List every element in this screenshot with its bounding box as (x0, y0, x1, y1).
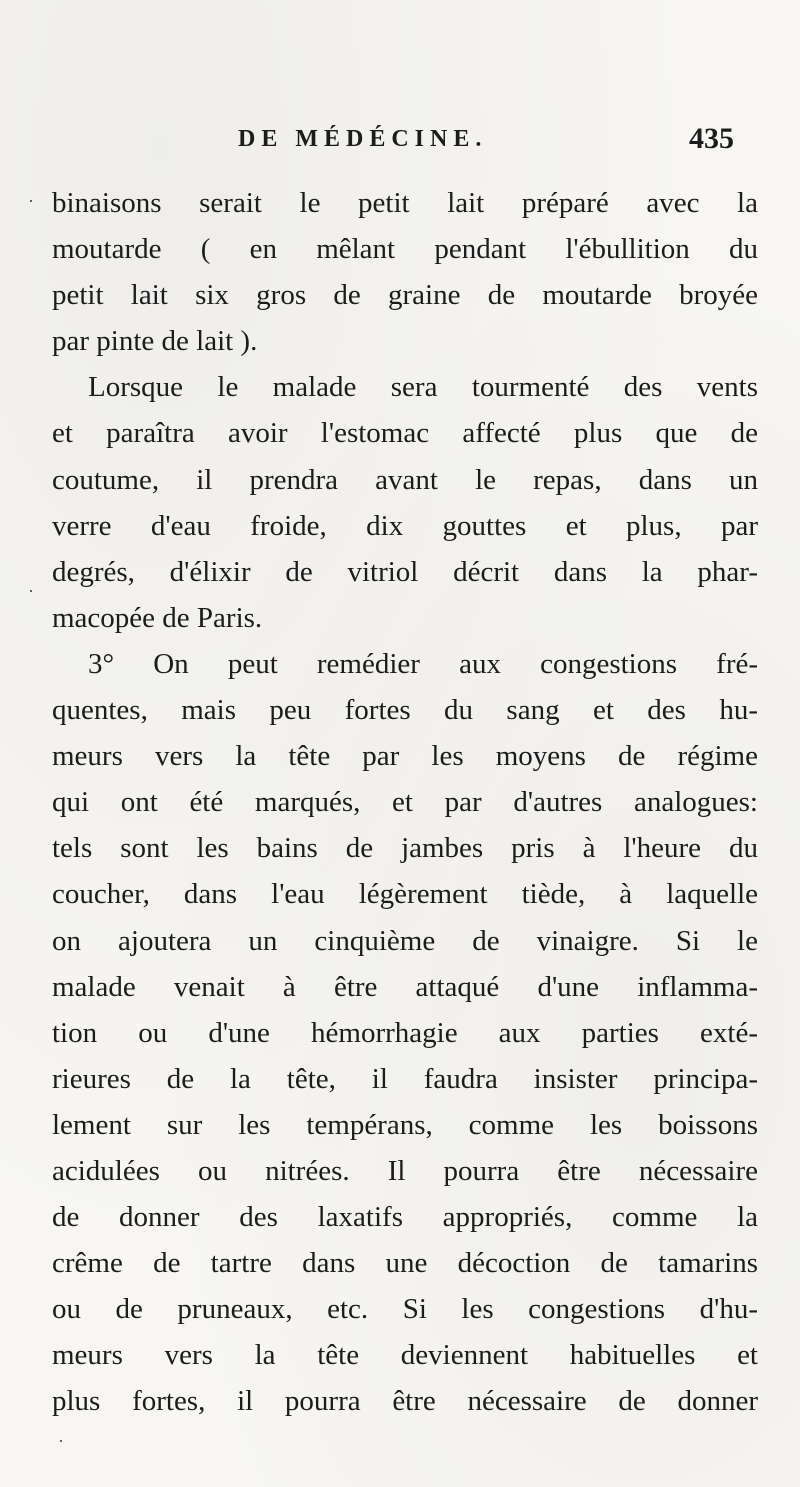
text-line: acidulées ou nitrées. Il pourra être nécessaire (52, 1154, 758, 1187)
text-line: rieures de la tête, il faudra insister principa- (52, 1062, 758, 1095)
text-line: meurs vers la tête par les moyens de régime (52, 740, 758, 773)
text-line: ou de pruneaux, etc. Si les congestions d'hu- (52, 1293, 758, 1326)
text-line: tion ou d'une hémorrhagie aux parties exté- (52, 1016, 758, 1049)
text-line: tels sont les bains de jambes pris à l'heure du (52, 832, 758, 865)
text-line: plus fortes, il pourra être nécessaire de donner (52, 1385, 758, 1418)
text-line: petit lait six gros de graine de moutarde broyée (52, 279, 758, 312)
text-line: quentes, mais peu fortes du sang et des hu- (52, 694, 758, 727)
text-line: qui ont été marqués, et par d'autres analogues: (52, 786, 758, 819)
page-number: 435 (689, 122, 734, 155)
text-line: meurs vers la tête deviennent habituelles et (52, 1339, 758, 1372)
text-line: degrés, d'élixir de vitriol décrit dans la phar- (52, 555, 758, 588)
text-line: lement sur les tempérans, comme les boissons (52, 1108, 758, 1141)
text-line: et paraîtra avoir l'estomac affecté plus que de (52, 417, 758, 450)
scan-speck (60, 1440, 62, 1442)
running-head (56, 122, 742, 170)
text-line: coutume, il prendra avant le repas, dans un (52, 463, 758, 496)
text-line: de donner des laxatifs appropriés, comme la (52, 1201, 758, 1234)
text-line: on ajoutera un cinquième de vinaigre. Si le (52, 924, 758, 957)
text-line: 3° On peut remédier aux congestions fré- (88, 647, 758, 680)
scan-speck (30, 590, 32, 592)
body-text (52, 180, 758, 1425)
scan-speck (30, 200, 32, 202)
text-line: verre d'eau froide, dix gouttes et plus, par (52, 509, 758, 542)
text-line: crême de tartre dans une décoction de tamarins (52, 1247, 758, 1280)
text-line: Lorsque le malade sera tourmenté des vents (88, 371, 758, 404)
text-line: coucher, dans l'eau légèrement tiède, à laquelle (52, 878, 758, 911)
text-line: binaisons serait le petit lait préparé avec la (52, 187, 758, 219)
text-line: moutarde ( en mêlant pendant l'ébullition du (52, 233, 758, 266)
running-head-title: DE MÉDÉCINE. (238, 126, 488, 152)
text-line: macopée de Paris. (52, 601, 263, 634)
text-line: malade venait à être attaqué d'une inflamma- (52, 970, 758, 1003)
text-line: par pinte de lait ). (52, 325, 258, 358)
